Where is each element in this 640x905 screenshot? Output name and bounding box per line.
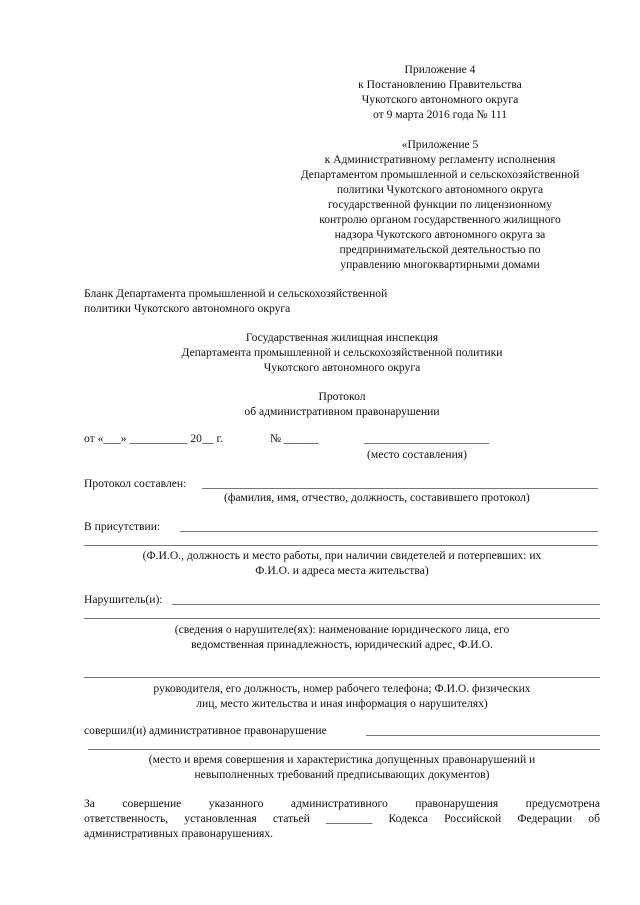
violator-line-2[interactable] (84, 618, 600, 619)
appendix-4-line: к Постановлению Правительства (358, 78, 522, 91)
inspection-block (84, 330, 600, 375)
composed-caption: (фамилия, имя, отчество, должность, составившего протокол) (224, 491, 530, 504)
liability-line-3: административных правонарушениях. (84, 827, 274, 840)
violator-caption-1 (84, 622, 600, 652)
offense-line-1[interactable] (366, 735, 600, 736)
inspection-line: Департамента промышленной и сельскохозяйственной политики (181, 346, 503, 359)
place-line[interactable] (364, 443, 489, 444)
presence-caption-line: Ф.И.О. и адреса места жительства) (255, 564, 429, 577)
violator-line-1[interactable] (172, 604, 600, 605)
violator-line-3[interactable] (84, 677, 600, 678)
blank-line: Бланк Департамента промышленной и сельскохозяйственной (84, 287, 388, 300)
appendix-4-block (290, 62, 590, 122)
appendix-4-line: Чукотского автономного округа (361, 93, 519, 106)
appendix-4-line: Приложение 4 (404, 63, 476, 76)
appendix-4-line: от 9 марта 2016 года № 111 (372, 108, 508, 121)
protocol-title: Протокол (318, 390, 366, 403)
offense-label: совершил(и) административное правонарушение (84, 724, 327, 737)
composed-label: Протокол составлен: (84, 477, 187, 490)
liability-line-1: За совершение указанного административного правонарушения предусмотрена (84, 797, 600, 810)
letterhead-blank (84, 286, 387, 316)
presence-line-2[interactable] (84, 545, 598, 546)
composed-line[interactable] (202, 488, 598, 489)
appendix-5-line: государственной функции по лицензионному (327, 198, 553, 211)
offense-caption-line: (место и время совершения и характеристика допущенных правонарушений и (148, 753, 536, 766)
appendix-5-line: предпринимательской деятельностью по (339, 243, 541, 256)
violator-caption-line: (сведения о нарушителе(ях): наименование юридического лица, его (174, 623, 510, 636)
blank-line: политики Чукотского автономного округа (84, 302, 291, 315)
appendix-5-line: надзора Чукотского автономного округа за (334, 228, 546, 241)
presence-caption (84, 548, 600, 578)
appendix-5-line: контролю органом государственного жилищного (319, 213, 561, 226)
appendix-5-line: Департаментом промышленной и сельскохозяйственной (300, 168, 580, 181)
appendix-5-block (290, 137, 590, 272)
liability-paragraph (84, 796, 600, 841)
inspection-line: Государственная жилищная инспекция (245, 331, 439, 344)
date-field[interactable]: от «___» __________ 20__ г. (84, 432, 223, 445)
inspection-line: Чукотского автономного округа (263, 361, 421, 374)
offense-line-2[interactable] (88, 749, 600, 750)
protocol-heading (84, 389, 600, 419)
place-caption: (место составления) (367, 448, 467, 461)
protocol-number-field[interactable]: № ______ (270, 432, 319, 445)
appendix-5-line: к Административному регламенту исполнения (324, 153, 556, 166)
presence-label: В присутствии: (84, 520, 161, 533)
presence-line-1[interactable] (180, 531, 598, 532)
violator-caption-line: ведомственная принадлежность, юридический адрес, Ф.И.О. (191, 638, 493, 651)
violator-label: Нарушитель(и): (84, 593, 163, 606)
appendix-5-line: управлению многоквартирными домами (340, 258, 540, 271)
presence-caption-line: (Ф.И.О., должность и место работы, при наличии свидетелей и потерпевших: их (142, 549, 542, 562)
offense-caption (84, 752, 600, 782)
violator-caption-line: руководителя, его должность, номер рабочего телефона; Ф.И.О. физических (153, 682, 531, 695)
protocol-subtitle: об административном правонарушении (244, 405, 440, 418)
violator-caption-line: лиц, место жительства и иная информация о нарушителях) (196, 697, 488, 710)
offense-caption-line: невыполненных требований предписывающих документов) (194, 768, 490, 781)
appendix-5-line: «Приложение 5 (401, 138, 479, 151)
appendix-5-line: политики Чукотского автономного округа (336, 183, 544, 196)
liability-line-2: ответственность, установленная статьей ________ Кодекса Российской Федерации об (84, 812, 600, 825)
violator-caption-2 (84, 681, 600, 711)
